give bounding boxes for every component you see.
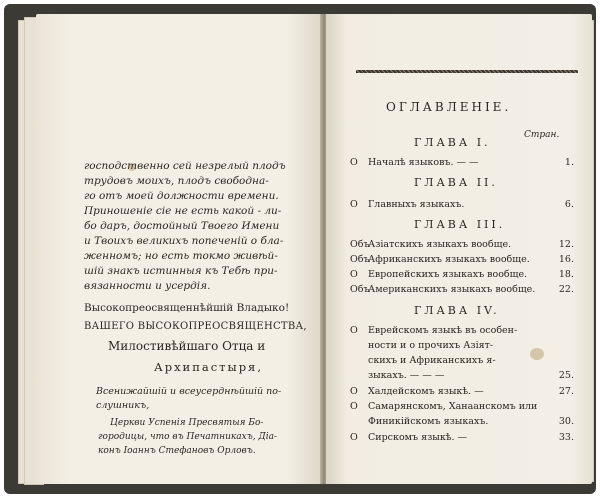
right-page <box>326 14 592 484</box>
open-book <box>14 8 586 490</box>
body-line: го отъ моей должности времени. <box>84 190 279 202</box>
toc-page: 6. <box>564 199 574 210</box>
chapter-heading: ГЛАВА I. <box>414 136 491 149</box>
toc-page: 33. <box>558 432 574 443</box>
body-line: бо даръ, достойный Твоего Имени <box>84 220 280 232</box>
closing-line: городицы, что въ Печатникахъ, Діа- <box>98 432 278 442</box>
body-line: трудовъ моихъ, плодъ свободна- <box>84 175 269 187</box>
body-line: Приношеніе сіе не есть какой - ли- <box>84 205 282 217</box>
toc-prefix: Объ <box>350 239 370 250</box>
toc-title: ОГЛАВЛЕНІЕ. <box>386 100 512 114</box>
toc-text: Американскихъ языкахъ вообще. <box>368 284 536 295</box>
toc-text: Азіатскихъ языкахъ вообще. <box>368 239 512 250</box>
closing-line: слушникъ, <box>96 400 150 411</box>
toc-page: 12. <box>558 239 574 250</box>
toc-prefix: О <box>350 386 358 397</box>
address-line: Высокопреосвященнѣйшій Владыко! <box>84 302 290 314</box>
closing-line: Церкви Успенія Пресвятыя Бо- <box>110 418 264 428</box>
toc-page: 25. <box>558 370 574 381</box>
toc-page: 18. <box>558 269 574 280</box>
toc-page: 30. <box>558 416 574 427</box>
left-page <box>36 14 322 484</box>
toc-prefix: Объ <box>350 284 370 295</box>
address-line: Архипастыря, <box>154 360 263 374</box>
body-line: вязанности и усердія. <box>84 280 211 292</box>
toc-prefix: О <box>350 199 358 210</box>
toc-text: Африканскихъ языкахъ вообще. <box>368 254 530 265</box>
body-line: и Твоихъ великихъ попеченій о бла- <box>84 235 284 247</box>
toc-text: Самарянскомъ, Ханаанскомъ или <box>368 401 538 412</box>
toc-text: Еврейскомъ языкѣ въ особен- <box>368 325 518 336</box>
toc-page: 22. <box>558 284 574 295</box>
body-line: шій знакъ истинныя къ Тебѣ при- <box>84 265 278 277</box>
closing-line: Всенижайшій и всеусерднѣйшій по- <box>96 386 282 397</box>
decorative-rule <box>356 70 578 73</box>
closing-line: конъ Іоаннъ Стефановъ Орловъ. <box>98 446 256 456</box>
toc-prefix: О <box>350 157 358 168</box>
toc-page: 1. <box>564 157 574 168</box>
chapter-heading: ГЛАВА II. <box>414 176 498 189</box>
toc-text: Главныхъ языкахъ. <box>368 199 465 210</box>
toc-prefix: О <box>350 432 358 443</box>
body-line: господственно сей незрелый плодъ <box>84 160 286 172</box>
toc-text: Сирскомъ языкѣ. — <box>368 432 468 443</box>
toc-text: скихъ и Африканскихъ я- <box>368 355 496 366</box>
body-line: женномъ; но есть токмо живѣй- <box>84 250 278 262</box>
address-line: ВАШЕГО ВЫСОКОПРЕОСВЯЩЕНСТВА, <box>84 321 307 332</box>
paper-stain <box>530 348 544 360</box>
toc-text: Началѣ языковъ. — — <box>368 157 479 168</box>
toc-text: Халдейскомъ языкѣ. — <box>368 386 484 397</box>
toc-prefix: О <box>350 401 358 412</box>
toc-page: 27. <box>558 386 574 397</box>
toc-text: Европейскихъ языкахъ вообще. <box>368 269 528 280</box>
toc-text: зыкахъ. — — — <box>368 370 445 381</box>
page-column-header: Стран. <box>524 130 560 140</box>
toc-prefix: О <box>350 325 358 336</box>
toc-text: Финикійскомъ языкахъ. <box>368 416 489 427</box>
chapter-heading: ГЛАВА IV. <box>414 304 500 317</box>
toc-prefix: Объ <box>350 254 370 265</box>
chapter-heading: ГЛАВА III. <box>414 218 506 231</box>
toc-prefix: О <box>350 269 358 280</box>
toc-page: 16. <box>558 254 574 265</box>
toc-text: ности и о прочихъ Азіят- <box>368 340 494 351</box>
address-line: Милостивѣйшаго Отца и <box>108 339 266 353</box>
